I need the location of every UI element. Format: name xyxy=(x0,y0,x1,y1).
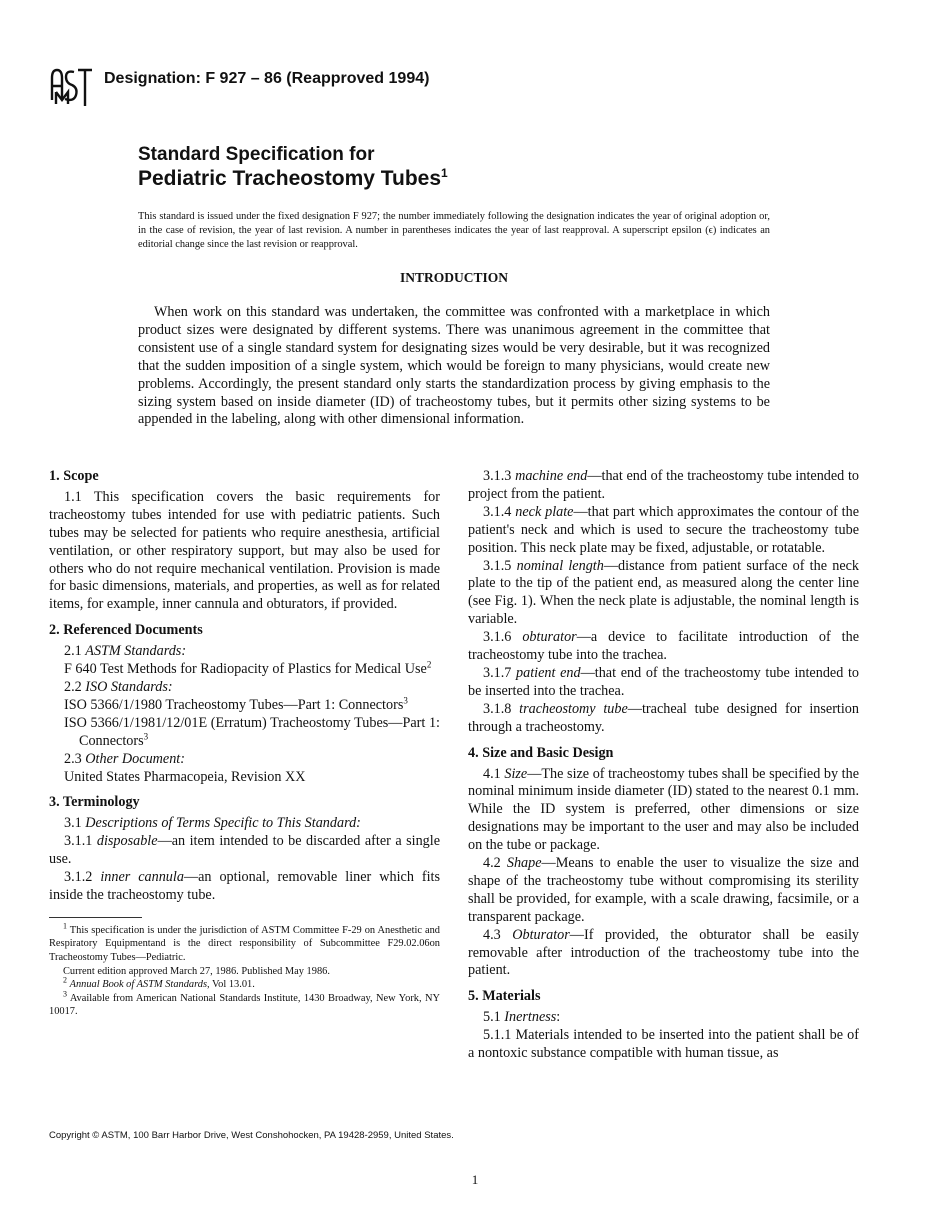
footnote-1 xyxy=(49,921,440,965)
ref-f640 xyxy=(64,661,440,679)
footnote-1-text: This specification is under the jurisdiction of ASTM Committee F-29 on Anesthetic and Respiratory Equipmentand is the direct responsibility of Subcommittee F29.02.06on Tracheostomy Tubes—Pediatric. xyxy=(49,924,440,964)
ref-iso-2-sup: 3 xyxy=(143,730,149,741)
term-word: neck plate xyxy=(515,503,574,520)
ref-iso-1 xyxy=(64,697,440,715)
ref-2-3 xyxy=(49,751,440,769)
term-word: tracheostomy tube xyxy=(519,700,628,717)
footnote-1-mark: 1 xyxy=(63,921,67,931)
term-def: —a device to facilitate introduction of the tracheostomy tube into the trachea. xyxy=(468,629,859,664)
issuance-notice: This standard is issued under the fixed designation F 927; the number immediately following the designation indicates the year of original adoption or, in the case of revision, the year of last revision. A number in parentheses indicates the year of last reapproval. A superscript epsilon (ϵ) indicates an editorial change since the last revision or reapproval. xyxy=(138,211,770,251)
ref-2-2 xyxy=(49,679,440,697)
term-def: —that part which approximates the contour of the patient's neck and which is used to secure the tracheostomy tube position. This neck plate may be fixed, adjustable, or rotatable. xyxy=(468,503,860,556)
term-def: —an optional, removable liner which fits inside the tracheostomy tube. xyxy=(49,869,440,903)
ref-usp: United States Pharmacopeia, Revision XX xyxy=(64,768,306,785)
term-num: 3.1.4 xyxy=(483,503,516,520)
term-3-1 xyxy=(49,815,440,833)
term-def: —distance from patient surface of the neck plate to the tip of the patient end, as measured along the center line (see Fig. 1). When the neck plate is adjustable, the nominal length is variable. xyxy=(468,557,860,628)
term-item xyxy=(468,468,859,504)
size-def: —Means to enable the user to visualize the size and shape of the tracheostomy tube without compromising its sterility shall be provided, for example, with a scale drawing, facsimile, or a transparent package. xyxy=(468,855,860,925)
section-heading-terminology: 3. Terminology xyxy=(49,794,140,811)
title-footnote-mark: 1 xyxy=(441,166,448,180)
footnote-1b: Current edition approved March 27, 1986. Published May 1986. xyxy=(63,965,330,977)
materials-5-1-label: Inertness xyxy=(504,1009,557,1026)
term-num: 3.1.6 xyxy=(483,629,523,646)
section-heading-scope: 1. Scope xyxy=(49,468,99,484)
term-def: —tracheal tube designed for insertion through a tracheostomy. xyxy=(468,700,859,735)
size-def: —The size of tracheostomy tubes shall be specified by the nominal minimum inside diameter (ID) stated to the nearest 0.1 mm. While the ID system is preferred, other dimensions or size designations may be important to the user and may also be included on the tube or package. xyxy=(468,765,860,854)
ref-f640-text: F 640 Test Methods for Radiopacity of Plastics for Medical Use xyxy=(64,661,427,678)
right-column xyxy=(468,468,859,1063)
page-number: 1 xyxy=(471,1172,479,1187)
section-heading-size: 4. Size and Basic Design xyxy=(468,744,614,761)
ref-2-1-label: ASTM Standards: xyxy=(85,643,187,660)
title-line-1: Standard Specification for xyxy=(138,144,375,165)
size-item xyxy=(468,855,859,927)
term-word: nominal length xyxy=(516,557,604,574)
term-3-1-num: 3.1 xyxy=(64,815,86,832)
section-heading-materials: 5. Materials xyxy=(468,988,541,1005)
term-item xyxy=(468,504,859,558)
term-num: 3.1.8 xyxy=(483,700,520,717)
designation: Designation: F 927 – 86 (Reapproved 1994) xyxy=(104,70,430,87)
logo-text: ASTM xyxy=(48,62,51,63)
term-item xyxy=(468,629,859,665)
term-word: patient end xyxy=(516,664,581,681)
term-item xyxy=(49,833,440,869)
introduction-text: When work on this standard was undertaken, the committee was confronted with a marketplace in which product sizes were designated by different systems. There was unanimous agreement in the committee that consistent use of a single standard system for designating sizes would be very desirable, but it was recognized that the sudden imposition of a single system, which would be foreign to many physicians, would create new problems. Accordingly, the present standard only starts the standardization process by giving emphasis to the sizing system based on inside diameter (ID) of tracheostomy tubes, but it permits other sizing systems to be appended in the labeling, along with other dimensional information. xyxy=(138,304,770,428)
term-3-1-label: Descriptions of Terms Specific to This Standard: xyxy=(85,815,361,832)
ref-iso-2-text: ISO 5366/1/1981/12/01E (Erratum) Tracheostomy Tubes—Part 1: Connectors xyxy=(64,714,440,749)
title-text: Pediatric Tracheostomy Tubes xyxy=(138,167,442,190)
scope-paragraph: 1.1 This specification covers the basic requirements for tracheostomy tubes intended for use with pediatric patients. Such tubes may be selected for patients who require anesthesia, artificial ventilation, or other respiratory support, but may also be used for others who do not require mechanical ventilation. Provision is made for basic dimensions, materials, and properties, as well as for related items, for example, inner cannula and obturators, if provided. xyxy=(49,488,440,613)
term-item xyxy=(468,558,859,630)
term-num: 3.1.1 xyxy=(64,833,97,850)
ref-2-3-label: Other Document: xyxy=(85,750,185,767)
ref-f640-sup: 2 xyxy=(426,659,432,670)
materials-5-1-1: 5.1.1 Materials intended to be inserted into the patient shall be of a nontoxic substance compatible with human tissue, as xyxy=(468,1027,859,1062)
materials-5-1 xyxy=(468,1009,859,1027)
ref-2-1-num: 2.1 xyxy=(64,643,86,660)
ref-iso-1-text: ISO 5366/1/1980 Tracheostomy Tubes—Part 1: Connectors xyxy=(64,696,404,713)
term-word: obturator xyxy=(522,629,577,646)
left-column xyxy=(49,468,440,1019)
section-heading-referenced: 2. Referenced Documents xyxy=(49,622,203,639)
size-def: —If provided, the obturator shall be easily removable after introduction of the tracheostomy tube into the patient. xyxy=(468,926,859,979)
footnote-3-mark: 3 xyxy=(63,989,67,999)
footnotes xyxy=(49,921,440,1019)
term-num: 3.1.3 xyxy=(483,468,516,484)
footnote-3-text: Available from American National Standards Institute, 1430 Broadway, New York, NY 10017. xyxy=(49,992,440,1018)
term-item xyxy=(468,665,859,701)
term-num: 3.1.7 xyxy=(483,664,517,681)
copyright-line: Copyright © ASTM, 100 Barr Harbor Drive, West Conshohocken, PA 19428-2959, United States. xyxy=(49,1130,454,1141)
footnote-2-mark: 2 xyxy=(63,975,67,985)
materials-5-1-num: 5.1 xyxy=(483,1009,505,1026)
footnote-rule xyxy=(49,917,142,918)
introduction-heading: INTRODUCTION xyxy=(399,270,508,285)
term-def: —that end of the tracheostomy tube intended to project from the patient. xyxy=(468,468,860,502)
ref-iso-1-sup: 3 xyxy=(403,695,408,706)
footnote-3 xyxy=(49,989,440,1019)
size-item xyxy=(468,927,859,981)
size-term: Obturator xyxy=(512,926,570,943)
term-num: 3.1.2 xyxy=(64,869,101,886)
size-num: 4.3 xyxy=(483,926,513,943)
term-word: inner cannula xyxy=(100,869,184,886)
ref-2-2-label: ISO Standards: xyxy=(85,678,173,695)
ref-iso-2 xyxy=(64,715,440,751)
term-num: 3.1.5 xyxy=(483,557,517,574)
title-line-2 xyxy=(138,166,448,191)
term-def: —that end of the tracheostomy tube intended to be inserted into the trachea. xyxy=(468,664,860,699)
ref-2-2-num: 2.2 xyxy=(64,678,86,695)
size-num: 4.1 xyxy=(483,765,505,782)
size-term: Size xyxy=(504,765,528,782)
term-word: machine end xyxy=(515,468,588,484)
document-title xyxy=(138,143,448,191)
term-item xyxy=(468,701,859,737)
term-item xyxy=(49,869,440,905)
size-num: 4.2 xyxy=(483,855,507,872)
footnote-2-text: Vol 13.01. xyxy=(209,979,255,991)
size-item xyxy=(468,766,859,856)
term-word: disposable xyxy=(96,833,158,850)
ref-2-3-num: 2.3 xyxy=(64,750,86,767)
footnote-2 xyxy=(49,975,440,992)
size-term: Shape xyxy=(506,855,542,872)
astm-logo xyxy=(48,62,98,112)
ref-2-1 xyxy=(49,643,440,661)
footnote-2-italic: Annual Book of ASTM Standards, xyxy=(69,979,210,991)
materials-5-1-colon: : xyxy=(556,1009,561,1026)
term-def: —an item intended to be discarded after a single use. xyxy=(49,833,441,868)
